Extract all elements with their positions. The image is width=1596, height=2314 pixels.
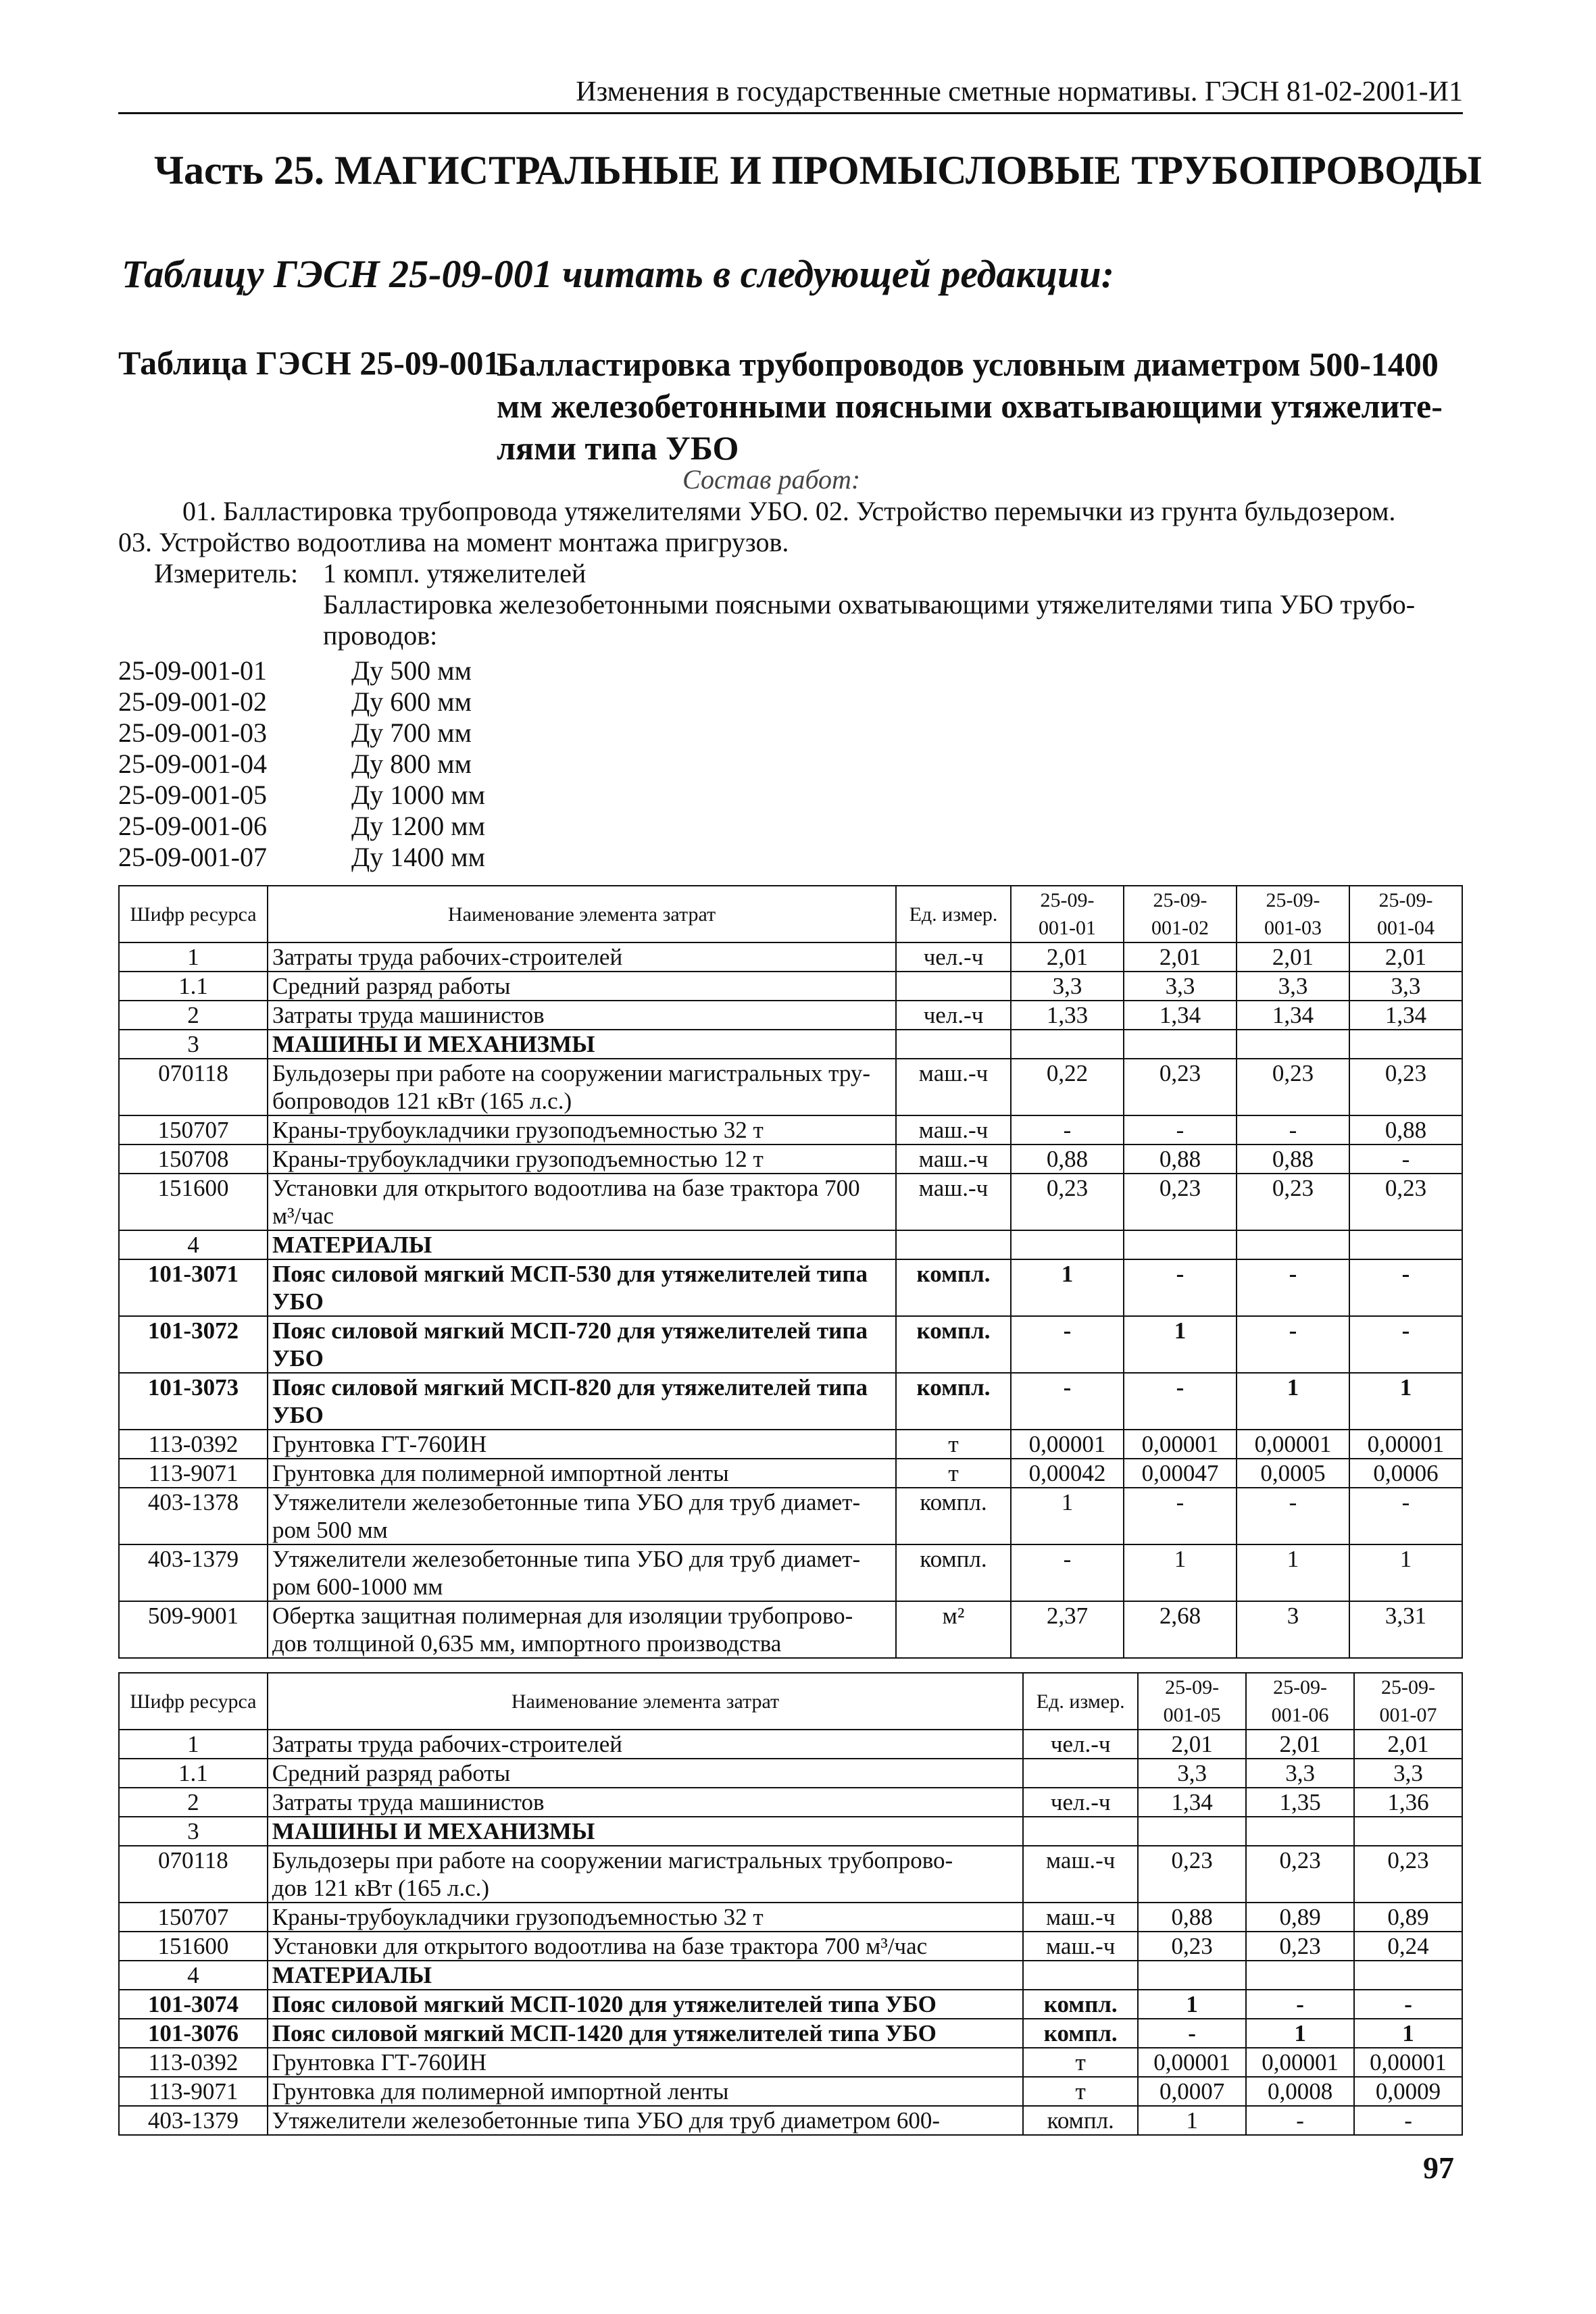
norm-code-item [118,749,485,780]
value-cell: 3,3 [1349,972,1462,1001]
table-title-line: лями типа УБО [497,429,739,467]
unit-cell: маш.-ч [896,1174,1011,1230]
table-row [119,1373,1462,1430]
table-row [119,1601,1462,1658]
value-cell: - [1237,1259,1349,1316]
unit-cell: компл. [896,1488,1011,1544]
value-cell: 0,00042 [1011,1459,1124,1488]
value-cell: - [1124,1488,1237,1544]
norm-diameter: Ду 600 мм [351,686,472,717]
resource-code: 1 [119,942,268,972]
column-header: 25-09- 001-06 [1246,1673,1354,1730]
unit-cell: маш.-ч [896,1145,1011,1174]
column-header: 25-09- 001-01 [1011,886,1124,942]
value-cell: 1 [1124,1316,1237,1373]
value-cell: - [1246,2106,1354,2135]
resource-name: Утяжелители железобетонные типа УБО для труб диаметром 600- [268,2106,1023,2135]
table-row [119,942,1462,972]
value-cell: 2,01 [1011,942,1124,972]
value-cell: 0,00001 [1246,2048,1354,2077]
table-row [119,1145,1462,1174]
column-header: 25-09- 001-04 [1349,886,1462,942]
value-cell: 0,00001 [1011,1430,1124,1459]
unit-cell: т [1023,2048,1138,2077]
norm-code-item [118,811,485,842]
value-cell [1138,1817,1246,1846]
edit-note: Таблицу ГЭСН 25-09-001 читать в следующей редакции: [122,252,1114,296]
norm-code: 25-09-001-03 [118,718,267,748]
table-label: Таблица ГЭСН 25-09-001 [118,344,501,382]
unit-cell: чел.-ч [896,1001,1011,1030]
page-number: 97 [1423,2150,1454,2185]
column-header: Наименование элемента затрат [268,1673,1023,1730]
resource-code: 403-1379 [119,2106,268,2135]
resource-code: 151600 [119,1174,268,1230]
value-cell: 0,00001 [1354,2048,1462,2077]
unit-cell: т [1023,2077,1138,2106]
value-cell: 1,34 [1124,1001,1237,1030]
table-row [119,1430,1462,1459]
resource-code: 150708 [119,1145,268,1174]
resource-code: 2 [119,1788,268,1817]
value-cell: - [1349,1488,1462,1544]
column-header: Шифр ресурса [119,886,268,942]
resource-code: 101-3071 [119,1259,268,1316]
value-cell: 2,68 [1124,1601,1237,1658]
column-header: Ед. измер. [896,886,1011,942]
column-header: 25-09- 001-07 [1354,1673,1462,1730]
column-header: 25-09- 001-03 [1237,886,1349,942]
unit-cell: компл. [896,1373,1011,1430]
resource-table-2 [118,1672,1463,2136]
value-cell: - [1011,1115,1124,1145]
table-row [119,1846,1462,1903]
value-cell [1124,1030,1237,1059]
section-row [119,1961,1462,1990]
value-cell [1237,1230,1349,1259]
table-header-row [119,886,1462,942]
value-cell: 1 [1138,1990,1246,2019]
value-cell: - [1237,1488,1349,1544]
value-cell: 0,88 [1349,1115,1462,1145]
unit-cell: чел.-ч [896,942,1011,972]
value-cell: 3,3 [1124,972,1237,1001]
unit-cell: компл. [896,1259,1011,1316]
value-cell: 2,37 [1011,1601,1124,1658]
value-cell: 0,23 [1349,1059,1462,1115]
resource-code: 403-1379 [119,1544,268,1601]
table-row [119,972,1462,1001]
resource-name: МАТЕРИАЛЫ [268,1961,1023,1990]
value-cell: - [1349,1316,1462,1373]
resource-name: Краны-трубоукладчики грузоподъемностью 32 т [268,1903,1023,1932]
resource-name: Затраты труда рабочих-строителей [268,942,896,972]
value-cell: 1,33 [1011,1001,1124,1030]
value-cell: 1 [1138,2106,1246,2135]
value-cell [1354,1961,1462,1990]
table-row [119,1059,1462,1115]
norm-code: 25-09-001-01 [118,655,267,686]
value-cell: 0,23 [1349,1174,1462,1230]
table-row [119,2077,1462,2106]
unit-cell [896,972,1011,1001]
resource-name: Средний разряд работы [268,972,896,1001]
value-cell: 0,00001 [1124,1430,1237,1459]
unit-cell: м² [896,1601,1011,1658]
unit-cell: чел.-ч [1023,1788,1138,1817]
norm-diameter: Ду 1200 мм [351,811,485,841]
resource-name: МАШИНЫ И МЕХАНИЗМЫ [268,1817,1023,1846]
resource-name: Пояс силовой мягкий МСП-720 для утяжелителей типа УБО [268,1316,896,1373]
unit-cell: т [896,1459,1011,1488]
value-cell: - [1011,1316,1124,1373]
norm-diameter: Ду 1400 мм [351,842,485,872]
unit-cell: маш.-ч [1023,1903,1138,1932]
table-row [119,2019,1462,2048]
unit-cell: маш.-ч [896,1115,1011,1145]
value-cell: 0,89 [1354,1903,1462,1932]
value-cell: 0,00047 [1124,1459,1237,1488]
value-cell [1246,1817,1354,1846]
resource-name: Грунтовка ГТ-760ИН [268,2048,1023,2077]
value-cell: 3,3 [1246,1759,1354,1788]
value-cell: 0,23 [1237,1174,1349,1230]
value-cell: 1,34 [1237,1001,1349,1030]
table-row [119,1544,1462,1601]
value-cell: 0,23 [1246,1846,1354,1903]
table-row [119,1316,1462,1373]
resource-name: Краны-трубоукладчики грузоподъемностью 12 т [268,1145,896,1174]
value-cell: 1 [1354,2019,1462,2048]
resource-name: Пояс силовой мягкий МСП-1420 для утяжелителей типа УБО [268,2019,1023,2048]
description-line2: проводов: [323,620,438,651]
resource-name: Пояс силовой мягкий МСП-530 для утяжелителей типа УБО [268,1259,896,1316]
value-cell [1237,1030,1349,1059]
value-cell: 0,23 [1237,1059,1349,1115]
value-cell: 2,01 [1124,942,1237,972]
resource-code: 070118 [119,1059,268,1115]
resource-code: 3 [119,1817,268,1846]
value-cell: 2,01 [1246,1730,1354,1759]
norm-code: 25-09-001-02 [118,686,267,717]
value-cell [1349,1230,1462,1259]
value-cell: 2,01 [1349,942,1462,972]
resource-code: 4 [119,1230,268,1259]
value-cell [1011,1030,1124,1059]
value-cell: 0,88 [1138,1903,1246,1932]
value-cell: - [1237,1115,1349,1145]
value-cell: 1 [1011,1488,1124,1544]
column-header: Шифр ресурса [119,1673,268,1730]
value-cell: 1 [1011,1259,1124,1316]
value-cell: 0,88 [1237,1145,1349,1174]
resource-code: 113-0392 [119,2048,268,2077]
resource-name: Бульдозеры при работе на сооружении магистральных трубопрово- дов 121 кВт (165 л.с.) [268,1846,1023,1903]
unit-cell: компл. [1023,2106,1138,2135]
value-cell: - [1138,2019,1246,2048]
resource-name: Грунтовка ГТ-760ИН [268,1430,896,1459]
table-title-line: Балластировка трубопроводов условным диаметром 500-1400 [497,345,1439,383]
resource-code: 509-9001 [119,1601,268,1658]
resource-name: МАШИНЫ И МЕХАНИЗМЫ [268,1030,896,1059]
value-cell: 0,0006 [1349,1459,1462,1488]
resource-name: Грунтовка для полимерной импортной ленты [268,2077,1023,2106]
value-cell: - [1349,1259,1462,1316]
value-cell: 1,34 [1349,1001,1462,1030]
value-cell: 1 [1349,1544,1462,1601]
unit-cell: компл. [1023,1990,1138,2019]
value-cell: 2,01 [1237,942,1349,972]
resource-name: Утяжелители железобетонные типа УБО для труб диамет- ром 500 мм [268,1488,896,1544]
value-cell: 0,23 [1124,1059,1237,1115]
measure-label: Измеритель: [154,558,299,588]
resource-name: Утяжелители железобетонные типа УБО для труб диамет- ром 600-1000 мм [268,1544,896,1601]
value-cell: 0,89 [1246,1903,1354,1932]
resource-code: 150707 [119,1903,268,1932]
value-cell: 1 [1237,1373,1349,1430]
value-cell: - [1354,1990,1462,2019]
value-cell: 3,3 [1138,1759,1246,1788]
column-header: 25-09- 001-02 [1124,886,1237,942]
norm-code-item [118,780,485,811]
value-cell: - [1124,1373,1237,1430]
value-cell: 2,01 [1354,1730,1462,1759]
resource-code: 2 [119,1001,268,1030]
unit-cell: маш.-ч [896,1059,1011,1115]
unit-cell [896,1030,1011,1059]
value-cell: 3,3 [1237,972,1349,1001]
norm-diameter: Ду 500 мм [351,655,472,686]
value-cell: - [1237,1316,1349,1373]
value-cell: - [1354,2106,1462,2135]
unit-cell: компл. [896,1316,1011,1373]
value-cell: 1 [1237,1544,1349,1601]
table-row [119,1990,1462,2019]
norm-code-item [118,718,485,749]
value-cell: - [1011,1373,1124,1430]
resource-name: Обертка защитная полимерная для изоляции трубопрово- дов толщиной 0,635 мм, импортного производства [268,1601,896,1658]
value-cell: 0,00001 [1349,1430,1462,1459]
value-cell: 0,23 [1246,1932,1354,1961]
value-cell: 1,35 [1246,1788,1354,1817]
table-title [497,343,1456,469]
unit-cell: чел.-ч [1023,1730,1138,1759]
measure-value: 1 компл. утяжелителей [323,558,587,588]
resource-name: Пояс силовой мягкий МСП-820 для утяжелителей типа УБО [268,1373,896,1430]
table-title-line: мм железобетонными поясными охватывающими утяжелите- [497,387,1443,425]
resource-code: 113-9071 [119,1459,268,1488]
section-row [119,1817,1462,1846]
norm-diameter: Ду 700 мм [351,718,472,748]
unit-cell: т [896,1430,1011,1459]
resource-name: Грунтовка для полимерной импортной ленты [268,1459,896,1488]
work-composition-label: Состав работ: [682,464,861,495]
resource-name: Установки для открытого водоотлива на базе трактора 700 м³/час [268,1932,1023,1961]
norm-code: 25-09-001-05 [118,780,267,810]
column-header: Наименование элемента затрат [268,886,896,942]
value-cell: - [1124,1259,1237,1316]
resource-code: 101-3072 [119,1316,268,1373]
table-row [119,1174,1462,1230]
table-row [119,1001,1462,1030]
resource-code: 4 [119,1961,268,1990]
unit-cell [1023,1961,1138,1990]
resource-code: 1 [119,1730,268,1759]
value-cell [1011,1230,1124,1259]
value-cell: - [1011,1544,1124,1601]
table-header-row [119,1673,1462,1730]
value-cell: 0,23 [1354,1846,1462,1903]
resource-name: Бульдозеры при работе на сооружении магистральных тру- бопроводов 121 кВт (165 л.с.) [268,1059,896,1115]
unit-cell: маш.-ч [1023,1846,1138,1903]
value-cell [1246,1961,1354,1990]
resource-code: 403-1378 [119,1488,268,1544]
column-header: Ед. измер. [1023,1673,1138,1730]
unit-cell [896,1230,1011,1259]
resource-code: 3 [119,1030,268,1059]
value-cell: - [1246,1990,1354,2019]
norm-code-item [118,842,485,873]
norm-diameter: Ду 800 мм [351,749,472,779]
unit-cell: маш.-ч [1023,1932,1138,1961]
resource-name: Краны-трубоукладчики грузоподъемностью 32 т [268,1115,896,1145]
norm-code: 25-09-001-07 [118,842,267,872]
resource-name: Средний разряд работы [268,1759,1023,1788]
value-cell: 3,3 [1354,1759,1462,1788]
value-cell: 1 [1349,1373,1462,1430]
value-cell: 0,0005 [1237,1459,1349,1488]
value-cell: 0,0007 [1138,2077,1246,2106]
value-cell: - [1124,1115,1237,1145]
table-row [119,2106,1462,2135]
value-cell: 0,23 [1138,1846,1246,1903]
table-row [119,1459,1462,1488]
resource-name: Затраты труда машинистов [268,1788,1023,1817]
value-cell [1354,1817,1462,1846]
value-cell: 3,31 [1349,1601,1462,1658]
resource-code: 151600 [119,1932,268,1961]
resource-code: 101-3076 [119,2019,268,2048]
norm-code: 25-09-001-04 [118,749,267,779]
value-cell: 1 [1124,1544,1237,1601]
norm-diameter: Ду 1000 мм [351,780,485,810]
table-row [119,1788,1462,1817]
section-row [119,1230,1462,1259]
unit-cell: компл. [1023,2019,1138,2048]
table-row [119,1932,1462,1961]
resource-name: Затраты труда машинистов [268,1001,896,1030]
resource-name: Пояс силовой мягкий МСП-1020 для утяжелителей типа УБО [268,1990,1023,2019]
value-cell: 0,23 [1138,1932,1246,1961]
norm-code: 25-09-001-06 [118,811,267,841]
norm-code-item [118,686,485,718]
resource-code: 070118 [119,1846,268,1903]
norm-code-list [118,655,485,873]
value-cell [1138,1961,1246,1990]
resource-name: МАТЕРИАЛЫ [268,1230,896,1259]
value-cell: 3 [1237,1601,1349,1658]
resource-code: 101-3074 [119,1990,268,2019]
resource-code: 113-9071 [119,2077,268,2106]
value-cell: 0,23 [1011,1174,1124,1230]
value-cell: 0,22 [1011,1059,1124,1115]
value-cell: 1 [1246,2019,1354,2048]
table-row [119,1488,1462,1544]
resource-code: 101-3073 [119,1373,268,1430]
running-header: Изменения в государственные сметные нормативы. ГЭСН 81-02-2001-И1 [118,76,1463,114]
work-composition-line1: 01. Балластировка трубопровода утяжелителями УБО. 02. Устройство перемычки из грунта бульдозером. [182,496,1396,526]
part-title: Часть 25. МАГИСТРАЛЬНЫЕ И ПРОМЫСЛОВЫЕ ТРУБОПРОВОДЫ [154,148,1482,193]
table-row [119,1903,1462,1932]
description-line1: Балластировка железобетонными поясными охватывающими утяжелителями типа УБО трубо- [323,589,1416,620]
value-cell [1124,1230,1237,1259]
value-cell: 3,3 [1011,972,1124,1001]
resource-code: 1.1 [119,1759,268,1788]
value-cell: 0,88 [1011,1145,1124,1174]
resource-table-1 [118,885,1463,1659]
resource-name: Затраты труда рабочих-строителей [268,1730,1023,1759]
value-cell: - [1349,1145,1462,1174]
value-cell: 0,00001 [1237,1430,1349,1459]
table-row [119,1730,1462,1759]
value-cell: 1,34 [1138,1788,1246,1817]
section-row [119,1030,1462,1059]
resource-code: 1.1 [119,972,268,1001]
work-composition-line2: 03. Устройство водоотлива на момент монтажа пригрузов. [118,527,789,557]
column-header: 25-09- 001-05 [1138,1673,1246,1730]
value-cell: 0,0009 [1354,2077,1462,2106]
resource-code: 150707 [119,1115,268,1145]
table-row [119,1115,1462,1145]
table-row [119,2048,1462,2077]
norm-code-item [118,655,485,686]
value-cell [1349,1030,1462,1059]
value-cell: 0,88 [1124,1145,1237,1174]
unit-cell: компл. [896,1544,1011,1601]
value-cell: 1,36 [1354,1788,1462,1817]
unit-cell [1023,1759,1138,1788]
value-cell: 2,01 [1138,1730,1246,1759]
table-row [119,1259,1462,1316]
value-cell: 0,24 [1354,1932,1462,1961]
value-cell: 0,23 [1124,1174,1237,1230]
table-row [119,1759,1462,1788]
resource-code: 113-0392 [119,1430,268,1459]
value-cell: 0,00001 [1138,2048,1246,2077]
value-cell: 0,0008 [1246,2077,1354,2106]
unit-cell [1023,1817,1138,1846]
resource-name: Установки для открытого водоотлива на базе трактора 700 м³/час [268,1174,896,1230]
